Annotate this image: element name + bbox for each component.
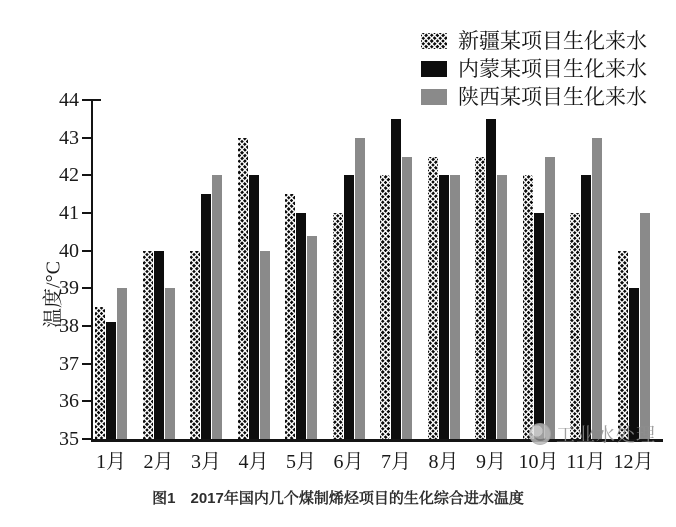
y-tick xyxy=(82,212,91,214)
y-tick xyxy=(82,363,91,365)
y-tick-label: 39 xyxy=(59,277,79,300)
watermark xyxy=(529,420,656,447)
y-tick xyxy=(82,250,91,252)
bar xyxy=(333,213,343,439)
bar xyxy=(344,175,354,439)
y-tick xyxy=(82,325,91,327)
legend-label: 陕西某项目生化来水 xyxy=(458,85,647,109)
bar xyxy=(106,322,116,439)
bar xyxy=(95,307,105,439)
y-tick-label: 35 xyxy=(59,428,79,450)
y-tick xyxy=(82,174,91,176)
bar xyxy=(165,288,175,439)
x-tick-label: 4月 xyxy=(238,451,269,473)
bar xyxy=(475,157,485,440)
y-tick-label: 38 xyxy=(59,315,79,337)
bar xyxy=(143,251,153,439)
x-tick-label: 5月 xyxy=(286,451,316,473)
y-tick-label: 42 xyxy=(59,164,79,187)
bar xyxy=(640,213,650,439)
legend-swatch-black-icon xyxy=(421,61,447,77)
bar xyxy=(296,213,306,439)
x-tick-label: 1月 xyxy=(96,451,126,473)
bar xyxy=(486,119,496,439)
bar xyxy=(154,251,164,439)
y-tick-label: 36 xyxy=(59,390,79,413)
bar xyxy=(523,175,533,439)
bar xyxy=(117,288,127,439)
bar xyxy=(201,194,211,439)
bar xyxy=(238,138,248,439)
legend xyxy=(421,29,647,109)
x-tick-label: 7月 xyxy=(381,451,411,473)
x-tick-label: 3月 xyxy=(191,451,221,473)
bar xyxy=(190,251,200,439)
watermark-text: 工业水处理 xyxy=(556,425,657,446)
legend-swatch-crosshatch-icon xyxy=(421,33,447,49)
bar xyxy=(402,157,412,440)
x-tick-label: 12月 xyxy=(613,451,654,473)
bar xyxy=(212,175,222,439)
legend-label: 新疆某项目生化来水 xyxy=(458,29,647,53)
figure-caption: 图1 2017年国内几个煤制烯烃项目的生化综合进水温度 xyxy=(152,490,524,507)
y-tick xyxy=(82,137,91,139)
bar xyxy=(428,157,438,440)
x-tick-label: 6月 xyxy=(333,451,364,473)
y-axis-title: 温度/°C xyxy=(42,261,65,328)
y-tick-label: 40 xyxy=(59,239,79,262)
bar xyxy=(380,175,390,439)
bar xyxy=(581,175,591,439)
watermark-logo-icon xyxy=(529,423,551,445)
bar xyxy=(249,175,259,439)
bar xyxy=(534,213,544,439)
legend-item-neimeng xyxy=(421,57,647,81)
y-tick-label: 41 xyxy=(59,202,79,224)
bar xyxy=(592,138,602,439)
y-tick-label: 44 xyxy=(59,89,79,111)
y-tick xyxy=(82,99,91,101)
x-tick-label: 9月 xyxy=(476,451,506,473)
y-tick-label: 43 xyxy=(59,126,79,149)
y-tick-label: 37 xyxy=(59,352,79,375)
bar xyxy=(391,119,401,439)
bar xyxy=(570,213,580,439)
x-tick-label: 10月 xyxy=(518,451,559,473)
bar xyxy=(629,288,639,439)
x-tick-label: 11月 xyxy=(566,451,606,473)
legend-label: 内蒙某项目生化来水 xyxy=(458,57,647,81)
bar xyxy=(497,175,507,439)
bar xyxy=(285,194,295,439)
bar xyxy=(439,175,449,439)
bar xyxy=(618,251,628,439)
legend-item-xinjiang xyxy=(421,29,647,53)
bar xyxy=(545,157,555,440)
bar xyxy=(260,251,270,439)
x-tick-label: 2月 xyxy=(143,451,174,473)
bar xyxy=(307,236,317,439)
axis-top-stub xyxy=(91,99,101,101)
y-tick xyxy=(82,438,91,440)
y-tick xyxy=(82,287,91,289)
y-tick xyxy=(82,400,91,402)
bar xyxy=(450,175,460,439)
bar xyxy=(355,138,365,439)
x-tick-label: 8月 xyxy=(428,451,459,473)
